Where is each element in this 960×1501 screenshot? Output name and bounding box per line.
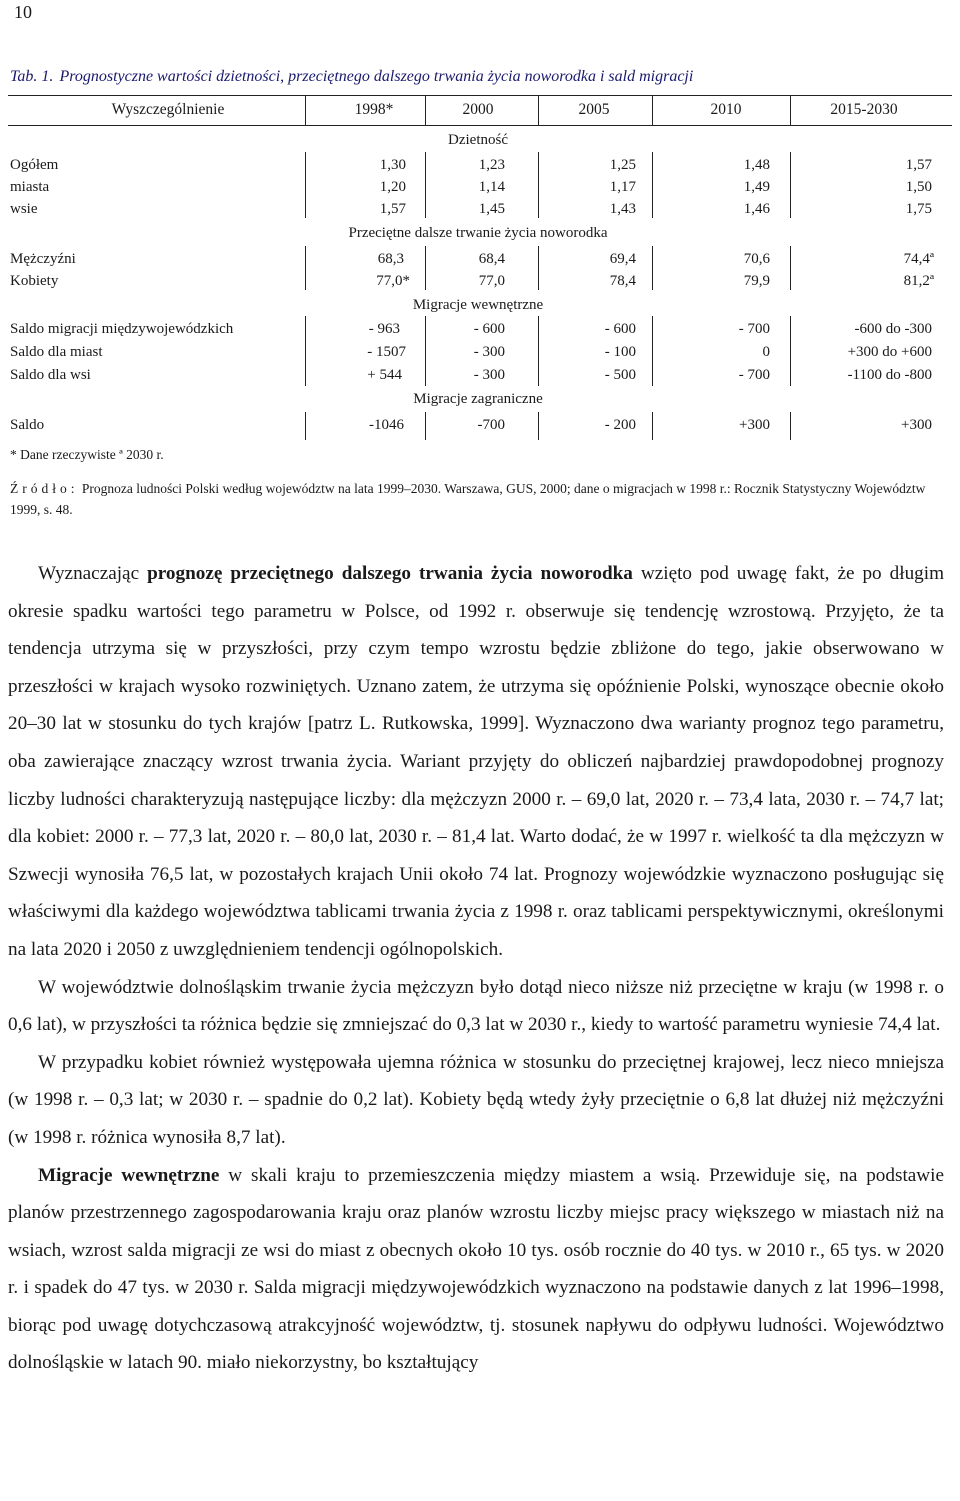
column-divider — [305, 246, 306, 290]
emphasis: Migracje wewnętrzne — [38, 1164, 220, 1186]
row-label: Saldo dla miast — [10, 344, 103, 360]
table-cell: 1,23 — [478, 157, 505, 173]
header-divider — [305, 95, 306, 125]
emphasis: prognozę przeciętnego dalszego trwania życia noworodka — [147, 563, 633, 584]
table-source — [10, 478, 950, 520]
header-divider — [652, 95, 653, 125]
table-caption-prefix: Tab. 1. — [10, 68, 54, 85]
column-header-1998: 1998* — [354, 101, 394, 118]
table-cell: 1,17 — [609, 179, 636, 195]
table-cell: 77,0 — [478, 273, 505, 289]
table-cell: - 600 — [473, 321, 505, 337]
column-divider — [790, 412, 791, 440]
page-number: 10 — [14, 2, 32, 22]
table-cell: -600 do -300 — [854, 321, 932, 337]
table-cell: 1,50 — [905, 179, 932, 195]
column-divider — [425, 316, 426, 386]
paragraph — [8, 555, 944, 969]
column-header-2005: 2005 — [578, 101, 610, 118]
table-cell: 78,4 — [609, 273, 636, 289]
row-label: wsie — [10, 201, 38, 217]
paragraph-text: w skali kraju to przemieszczenia między miastem a wsią. Przewiduje się, na podstawie planów przestrzennego zagospodarowania kraju oraz planów wzrostu liczby miejsc pracy większego w miastach niż na wsiach, wzrost salda migracji ze wsi do miast z obecnych około 10 tys. osób rocznie do 40 tys. w 2010 r., 65 tys. w 2020 r. i spadek do 47 tys. w 2030 r. Salda migracji międzywojewódzkich wyznaczono na podstawie danych z lat 1996–1998, biorąc pod uwagę dotychczasową atrakcyjność województw, tj. stosunek napływu do odpływu ludności. Województwo dolnośląskie w latach 90. miało niekorzystny, bo kształtujący — [8, 1164, 944, 1374]
table-cell: 1,49 — [743, 179, 770, 195]
table-cell: -1046 — [369, 417, 404, 433]
row-label: miasta — [10, 179, 50, 195]
table-cell: 1,30 — [379, 157, 406, 173]
column-divider — [305, 316, 306, 386]
column-divider — [538, 152, 539, 218]
table-header-rule — [8, 125, 952, 126]
header-divider — [790, 95, 791, 125]
table-cell: 1,48 — [743, 157, 770, 173]
section-title-fertility: Dzietność — [448, 132, 508, 148]
table-cell: 1,57 — [379, 201, 406, 217]
column-divider — [425, 246, 426, 290]
table-cell: +300 do +600 — [847, 344, 932, 360]
table-cell: 1,25 — [609, 157, 636, 173]
table-caption — [10, 68, 950, 86]
section-title-internal-migration: Migracje wewnętrzne — [412, 297, 544, 313]
table-cell: 68,4 — [478, 251, 505, 267]
table-cell: 1,14 — [478, 179, 505, 195]
source-lead: Źródło: — [10, 481, 79, 496]
column-divider — [790, 246, 791, 290]
row-label: Saldo migracji międzywojewódzkich — [10, 321, 234, 337]
table-cell: - 200 — [604, 417, 636, 433]
table-cell: 79,9 — [743, 273, 770, 289]
table-top-rule — [8, 95, 952, 96]
column-divider — [790, 152, 791, 218]
column-header-2015-2030: 2015-2030 — [830, 101, 898, 118]
column-divider — [538, 316, 539, 386]
table-cell: 1,75 — [905, 201, 932, 217]
column-divider — [790, 316, 791, 386]
column-divider — [425, 152, 426, 218]
column-divider — [652, 246, 653, 290]
header-divider — [425, 95, 426, 125]
table-cell: 69,4 — [609, 251, 636, 267]
source-text: Prognoza ludności Polski według województw na lata 1999–2030. Warszawa, GUS, 2000; dane o migracjach w 1998 r.: Rocznik Statystyczny Województw 1999, s. 48. — [10, 481, 926, 517]
table-cell: - 600 — [604, 321, 636, 337]
table-cell: 0 — [762, 344, 770, 360]
header-divider — [538, 95, 539, 125]
table-cell: - 1507 — [367, 344, 406, 360]
table-cell: 81,2ª — [903, 273, 934, 289]
column-divider — [305, 152, 306, 218]
column-header-2010: 2010 — [710, 101, 742, 118]
table-cell: 70,6 — [743, 251, 770, 267]
column-header-2000: 2000 — [462, 101, 494, 118]
table-cell: + 544 — [367, 367, 402, 383]
table-cell: +300 — [901, 417, 932, 433]
table-cell: - 700 — [738, 321, 770, 337]
column-divider — [538, 246, 539, 290]
section-title-foreign-migration: Migracje zagraniczne — [413, 391, 543, 407]
table-cell: 1,20 — [379, 179, 406, 195]
row-label: Saldo — [10, 417, 45, 433]
table-cell: 1,45 — [478, 201, 505, 217]
column-divider — [652, 152, 653, 218]
table-cell: 77,0* — [376, 273, 410, 289]
table-cell: 74,4ª — [903, 251, 934, 267]
column-divider — [538, 412, 539, 440]
table-cell: +300 — [739, 417, 770, 433]
table-cell: - 100 — [604, 344, 636, 360]
table-cell: -700 — [477, 417, 505, 433]
table-footnote: * Dane rzeczywiste ª 2030 r. — [10, 447, 164, 462]
section-title-life-expectancy: Przeciętne dalsze trwanie życia noworodka — [348, 225, 608, 241]
table-cell: -1100 do -800 — [847, 367, 932, 383]
table-cell: 68,3 — [377, 251, 404, 267]
row-label: Ogółem — [10, 157, 59, 173]
table-cell: 1,43 — [609, 201, 636, 217]
table-cell: 1,57 — [905, 157, 932, 173]
table-caption-text: Prognostyczne wartości dzietności, przeciętnego dalszego trwania życia noworodka i sald migracji — [59, 68, 694, 85]
column-divider — [652, 412, 653, 440]
table-cell: - 963 — [368, 321, 400, 337]
table-cell: - 300 — [473, 344, 505, 360]
column-divider — [425, 412, 426, 440]
body-text — [8, 555, 944, 1382]
table-cell: - 500 — [604, 367, 636, 383]
table-cell: 1,46 — [743, 201, 770, 217]
row-label: Saldo dla wsi — [10, 367, 91, 383]
column-divider — [305, 412, 306, 440]
row-label: Kobiety — [10, 273, 59, 289]
paragraph: W przypadku kobiet również występowała ujemna różnica w stosunku do przeciętnej krajowej, lecz nieco mniejsza (w 1998 r. – 0,3 lat; w 2030 r. – spadnie do 0,2 lat). Kobiety będą wtedy żyły przeciętnie o 6,8 lat dłużej niż mężczyźni (w 1998 r. różnica wynosiła 8,7 lat). — [8, 1051, 944, 1148]
row-label: Mężczyźni — [10, 251, 76, 267]
column-header-label: Wyszczególnienie — [111, 101, 225, 118]
paragraph: W województwie dolnośląskim trwanie życia mężczyzn było dotąd nieco niższe niż przeciętne w kraju (w 1998 r. o 0,6 lat), w przyszłości ta różnica będzie się zmniejszać do 0,3 lat w 2030 r., kiedy to wartość parametru wyniesie 74,4 lat. — [8, 976, 944, 1036]
column-divider — [652, 316, 653, 386]
table-cell: - 300 — [473, 367, 505, 383]
paragraph-text: Wyznaczając — [38, 563, 148, 584]
paragraph-text: wzięto pod uwagę fakt, że po długim okresie spadku wartości tego parametru w Polsce, od 1992 r. obserwuje się tendencję wzrostową. Przyjęto, że ta tendencja utrzyma się w przyszłości, przy czym tempo wzrostu będzie zbliżone do tego, jakie obserwowano w przeszłości w krajach wysoko rozwiniętych. Uznano zatem, że utrzyma się opóźnienie Polski, wynoszące obecnie około 20–30 lat w stosunku do tych krajów [patrz L. Rutkowska, 1999]. Wyznaczono dwa warianty prognoz tego parametru, oba zawierające znaczący wzrost trwania życia. Wariant przyjęty do obliczeń najbardziej prawdopodobnej prognozy liczby ludności charakteryzują następujące liczby: dla mężczyzn 2000 r. – 69,0 lat, 2020 r. – 73,4 lata, 2030 r. – 74,7 lat; dla kobiet: 2000 r. – 77,3 lat, 2020 r. – 80,0 lat, 2030 r. – 81,4 lat. Warto dodać, że w 1997 r. wielkość ta dla mężczyzn w Szwecji wynosiła 76,5 lat, w pozostałych krajach Unii około 74 lat. Prognozy wojewódzkie wyznaczono posługując się właściwymi dla każdego województwa tablicami trwania życia z 1998 r. oraz tablicami perspektywicznymi, określonymi na lata 2020 i 2050 z uwzględnieniem tendencji ogólnopolskich. — [8, 563, 945, 960]
paragraph — [8, 1157, 944, 1383]
table-cell: - 700 — [738, 367, 770, 383]
